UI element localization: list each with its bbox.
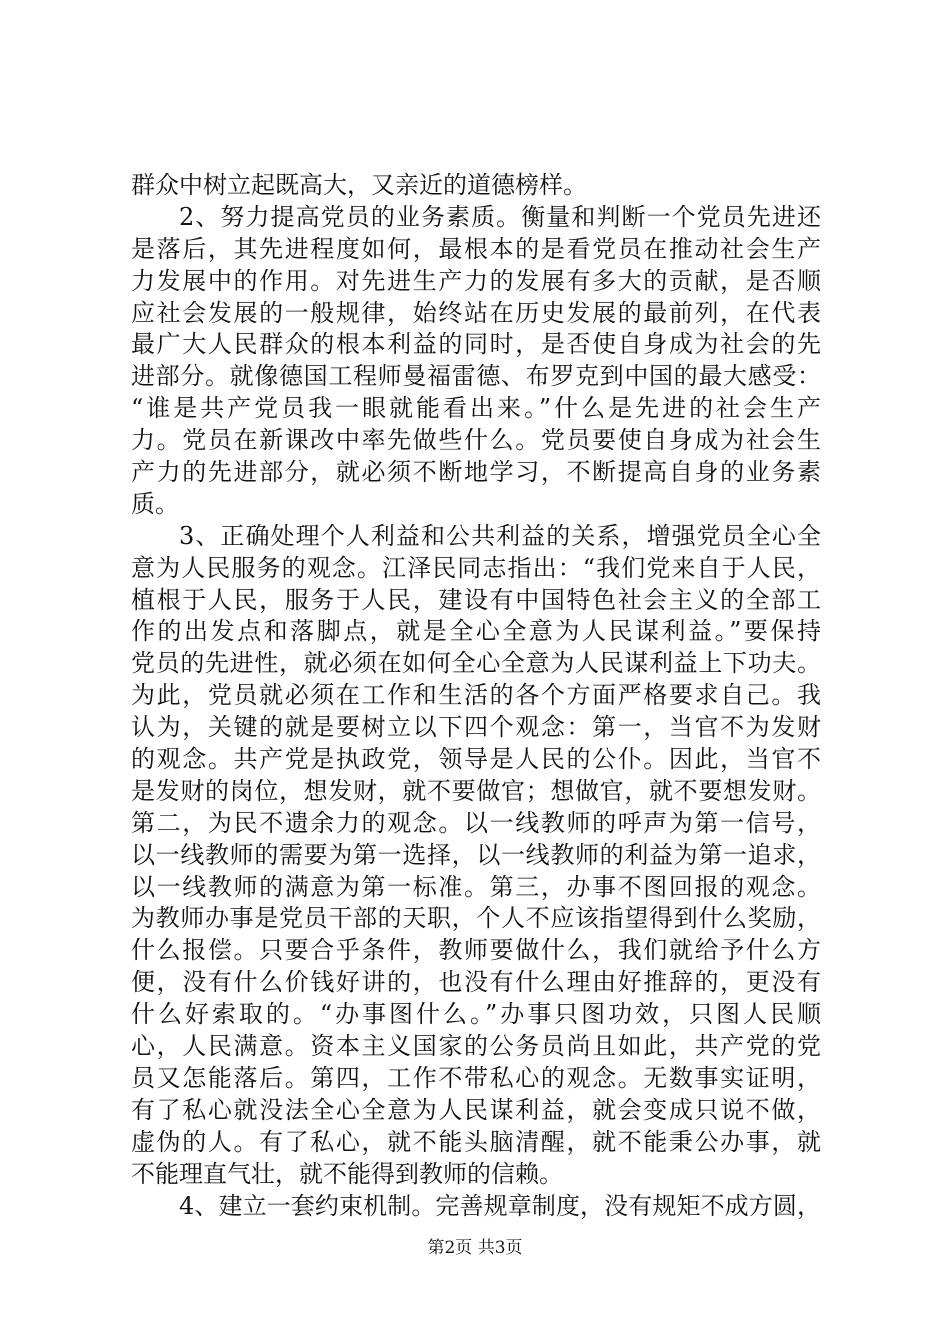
text-line: 力发展中的作用。对先进生产力的发展有多大的贡献，是否顺 [131,266,821,295]
text-line: 产力的先进部分，就必须不断地学习，不断提高自身的业务素 [131,458,821,487]
text-line: 作的出发点和落脚点，就是全心全意为人民谋利益。”要保持 [131,617,821,646]
text-line: 什么好索取的。“办事图什么。”办事只图功效，只图人民顺 [131,1000,821,1029]
text-line: 党员的先进性，就必须在如何全心全意为人民谋利益上下功夫。 [131,649,821,678]
text-line: 质。 [131,489,179,518]
text-line: 是发财的岗位，想发财，就不要做官；想做官，就不要想发财。 [131,776,821,805]
document-body [131,170,821,1222]
text-line: 群众中树立起既高大，又亲近的道德榜样。 [131,171,587,199]
text-line: 便，没有什么价钱好讲的，也没有什么理由好推辞的，更没有 [131,968,821,997]
text-line: 进部分。就像德国工程师曼福雷德、布罗克到中国的最大感受： [131,362,821,391]
text-line: 为教师办事是党员干部的天职，个人不应该指望得到什么奖励， [131,904,821,933]
text-line: 第二，为民不遗余力的观念。以一线教师的呼声为第一信号， [131,808,821,837]
page-footer: 第2页 共3页 [427,1238,523,1258]
text-line: 以一线教师的需要为第一选择，以一线教师的利益为第一追求， [131,840,821,869]
text-line: 4、建立一套约束机制。完善规章制度，没有规矩不成方圆， [179,1191,821,1220]
text-line: 员又怎能落后。第四，工作不带私心的观念。无数事实证明， [131,1063,821,1092]
text-line: “谁是共产党员我一眼就能看出来。”什么是先进的社会生产 [131,394,821,423]
text-line: 认为，关键的就是要树立以下四个观念：第一，当官不为发财 [131,713,821,742]
text-line: 3、正确处理个人利益和公共利益的关系，增强党员全心全 [179,521,821,550]
text-line: 最广大人民群众的根本利益的同时，是否使自身成为社会的先 [131,330,821,359]
text-line: 虚伪的人。有了私心，就不能头脑清醒，就不能秉公办事，就 [131,1127,821,1156]
text-line: 的观念。共产党是执政党，领导是人民的公仆。因此，当官不 [131,745,821,774]
text-line: 不能理直气壮，就不能得到教师的信赖。 [131,1159,563,1188]
text-line: 以一线教师的满意为第一标准。第三，办事不图回报的观念。 [131,872,821,901]
text-line: 心，人民满意。资本主义国家的公务员尚且如此，共产党的党 [131,1032,821,1061]
text-line: 是落后，其先进程度如何，最根本的是看党员在推动社会生产 [131,234,821,263]
text-line: 为此，党员就必须在工作和生活的各个方面严格要求自己。我 [131,681,821,710]
text-line: 什么报偿。只要合乎条件，教师要做什么，我们就给予什么方 [131,936,821,965]
text-line: 2、努力提高党员的业务素质。衡量和判断一个党员先进还 [179,202,821,231]
text-line: 有了私心就没法全心全意为人民谋利益，就会变成只说不做， [131,1095,821,1124]
text-line: 意为人民服务的观念。江泽民同志指出：“我们党来自于人民， [131,553,821,582]
text-line: 力。党员在新课改中率先做些什么。党员要使自身成为社会生 [131,426,821,455]
text-line: 应社会发展的一般规律，始终站在历史发展的最前列，在代表 [131,298,821,327]
text-line: 植根于人民，服务于人民，建设有中国特色社会主义的全部工 [131,585,821,614]
